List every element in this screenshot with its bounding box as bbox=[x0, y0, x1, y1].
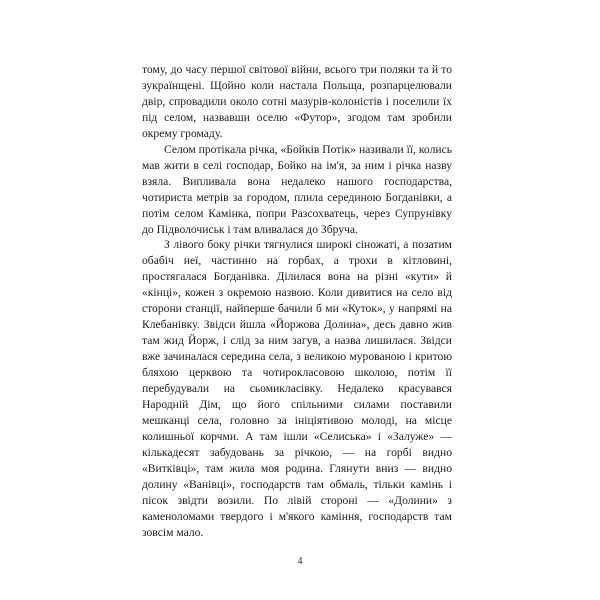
paragraph-3: З лівого боку річки тягнулися широкі сіножаті, а позатим обабіч неї, частинно на горбах, а трохи в кітловині, простягалася Богданівка. Ділилася вона на різні «кути» й «кінці», кожен з окремою назвою. Коли дивитися на село від сторони станції, найперше бачили б ми «Куток», у напрямі на Клебанівку. Звідси йшла «Йоржова Долина», десь давно жив там жид Йорж, і слід за ним загув, а назва лишилася. Звідси вже зачиналася середина села, з великою мурованою і критою бляхою церквою та чотирокласовою школою, потім її перебудували на сьомикласівку. Недалеко красувався Народній Дім, що його спільними силами поставили мешканці села, головно за ініціятивою молоді, на місце колишньої корчми. А там ішли «Селиська» і «Залуже» — кількадесят забудовань за річкою, — на горбі видно «Витківці», там жила моя родина. Глянути вниз — видно долину «Ванівці», господарств там обмаль, тільки камінь і пісок звідти возили. По лівій стороні — «Долини» з каменоломами твердого і м'якого каміння, господарств там зовсім мало. bbox=[142, 238, 452, 539]
page-number: 4 bbox=[297, 556, 303, 567]
body-text bbox=[142, 62, 452, 541]
paragraph-2: Селом протікала річка, «Бойків Потік» називали її, колись мав жити в селі господар, Бойко на ім'я, за ним і річка назву взяла. Випливала вона недалеко нашого господарства, чотириста метрів за городом, плила серединою Богданівки, а потім селом Камінка, попри Разсохватець, через Супрунівку до Підволочиськ і там вливалася до Збруча. bbox=[142, 142, 452, 236]
paragraph-1: тому, до часу першої світової війни, всього три поляки та й то зукраїнщені. Щойно коли настала Польща, розпарцелювали двір, спровадили около сотні мазурів-колоністів і поселили їх під селом, назвавши оселю «Футор», згодом там зробили окрему громаду. bbox=[142, 63, 452, 140]
